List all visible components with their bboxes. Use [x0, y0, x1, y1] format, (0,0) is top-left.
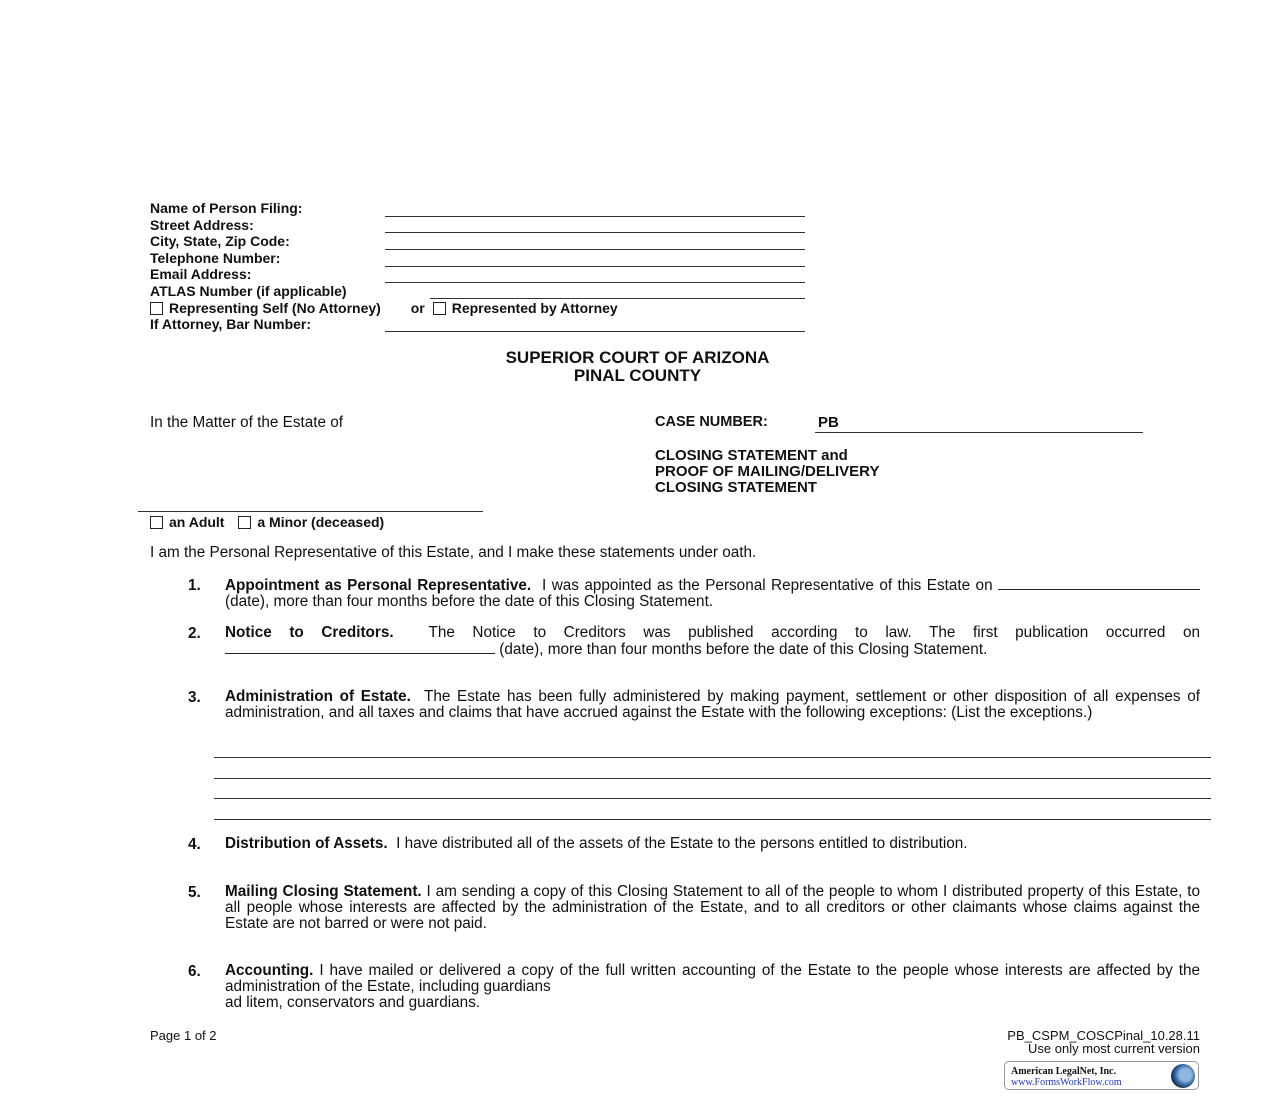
item-number: 4. — [188, 836, 201, 853]
legalnet-badge[interactable] — [1004, 1061, 1199, 1090]
item-text: The Notice to Creditors was published according to law. The first publication occurred on — [428, 624, 1200, 641]
or-label: or — [410, 299, 425, 316]
case-number-label: CASE NUMBER: — [655, 414, 768, 430]
item-notice — [225, 625, 1200, 658]
item-heading: Notice to Creditors. — [225, 624, 394, 641]
filer-label: Street Address: — [150, 216, 254, 233]
doc-title-line: CLOSING STATEMENT and — [655, 447, 848, 464]
item-distribution — [225, 836, 1200, 852]
item-text: I have mailed or delivered a copy of the full written accounting of the Estate to the people whose interests are affected by the administration of the Estate, including guardians — [225, 962, 1201, 995]
rep-self-label: Representing Self (No Attorney) — [169, 299, 381, 316]
item-text: The Estate has been fully administered by making payment, settlement or other disposition of all expenses of administration, and all taxes and claims that have accrued against the Estate with the following exceptions: (List the exceptions.) — [225, 688, 1200, 721]
bar-number-label: If Attorney, Bar Number: — [150, 316, 312, 333]
item-heading: Accounting. — [225, 962, 314, 979]
filer-label: City, State, Zip Code: — [150, 233, 290, 250]
item-text: I am sending a copy of this Closing Statement to all of the people to whom I distributed property of this Estate, to all people whose interests are affected by the administration of the Estate, and to all creditors or other claimants whose claims against the Estate are not barred or were not paid. — [225, 883, 1200, 932]
rep-attorney-label: Represented by Attorney — [451, 299, 618, 316]
item-text: (date), more than four months before the date of this Closing Statement. — [225, 593, 714, 610]
matter-label: In the Matter of the Estate of — [150, 414, 344, 431]
exceptions-line[interactable] — [214, 778, 1211, 779]
filer-label: Name of Person Filing: — [150, 200, 303, 216]
globe-logo-icon — [1171, 1064, 1195, 1088]
page-number: Page 1 of 2 — [150, 1028, 217, 1043]
city-field[interactable] — [385, 249, 805, 250]
item-number: 6. — [188, 963, 201, 980]
case-number-prefix: PB — [818, 414, 839, 431]
version-note: Use only most current version — [1028, 1041, 1200, 1056]
court-county: PINAL COUNTY — [573, 366, 702, 385]
rep-self-checkbox[interactable] — [150, 302, 163, 315]
item-accounting — [225, 963, 1200, 1011]
doc-title-line: CLOSING STATEMENT — [655, 479, 817, 496]
minor-checkbox[interactable] — [238, 516, 251, 529]
street-field[interactable] — [385, 232, 805, 233]
filer-label: Telephone Number: — [150, 249, 281, 266]
doc-title-line: PROOF OF MAILING/DELIVERY — [655, 463, 880, 480]
item-appointment — [225, 577, 1200, 610]
item-text: (date), more than four months before the date of this Closing Statement. — [499, 641, 988, 658]
exceptions-line[interactable] — [214, 798, 1211, 799]
appointment-date-field[interactable] — [998, 577, 1200, 590]
item-administration — [225, 689, 1200, 721]
atlas-field[interactable] — [430, 298, 805, 299]
badge-name: American LegalNet, Inc. — [1011, 1066, 1116, 1077]
item-mailing — [225, 884, 1200, 932]
adult-checkbox[interactable] — [150, 516, 163, 529]
item-text: ad litem, conservators and guardians. — [225, 994, 481, 1011]
minor-label: a Minor (deceased) — [257, 514, 385, 530]
item-text: I was appointed as the Personal Representative of this Estate on — [542, 577, 993, 594]
item-number: 1. — [188, 577, 201, 594]
case-number-field[interactable] — [815, 432, 1143, 433]
filer-label: Email Address: — [150, 266, 252, 283]
item-number: 2. — [188, 625, 201, 642]
item-number: 5. — [188, 884, 201, 901]
name-field[interactable] — [385, 216, 805, 217]
rep-attorney-checkbox[interactable] — [433, 302, 446, 315]
court-name: SUPERIOR COURT OF ARIZONA — [505, 348, 770, 367]
adult-label: an Adult — [169, 514, 225, 530]
filer-label: ATLAS Number (if applicable) — [150, 282, 347, 299]
exceptions-line[interactable] — [214, 757, 1211, 758]
estate-name-field[interactable] — [138, 511, 483, 512]
badge-link[interactable]: www.FormsWorkFlow.com — [1011, 1077, 1122, 1088]
phone-field[interactable] — [385, 266, 805, 267]
item-text: I have distributed all of the assets of the Estate to the persons entitled to distribution. — [396, 835, 968, 852]
item-heading: Mailing Closing Statement. — [225, 883, 422, 900]
publication-date-field[interactable] — [225, 641, 495, 654]
item-heading: Distribution of Assets. — [225, 835, 388, 852]
item-heading: Administration of Estate. — [225, 688, 411, 705]
item-heading: Appointment as Personal Representative. — [225, 577, 532, 594]
intro-statement: I am the Personal Representative of this Estate, and I make these statements under oath. — [150, 544, 757, 561]
exceptions-line[interactable] — [214, 819, 1211, 820]
item-number: 3. — [188, 689, 201, 706]
bar-number-field[interactable] — [385, 331, 805, 332]
form-id: PB_CSPM_COSCPinal_10.28.11 — [1007, 1028, 1200, 1043]
email-field[interactable] — [385, 282, 805, 283]
